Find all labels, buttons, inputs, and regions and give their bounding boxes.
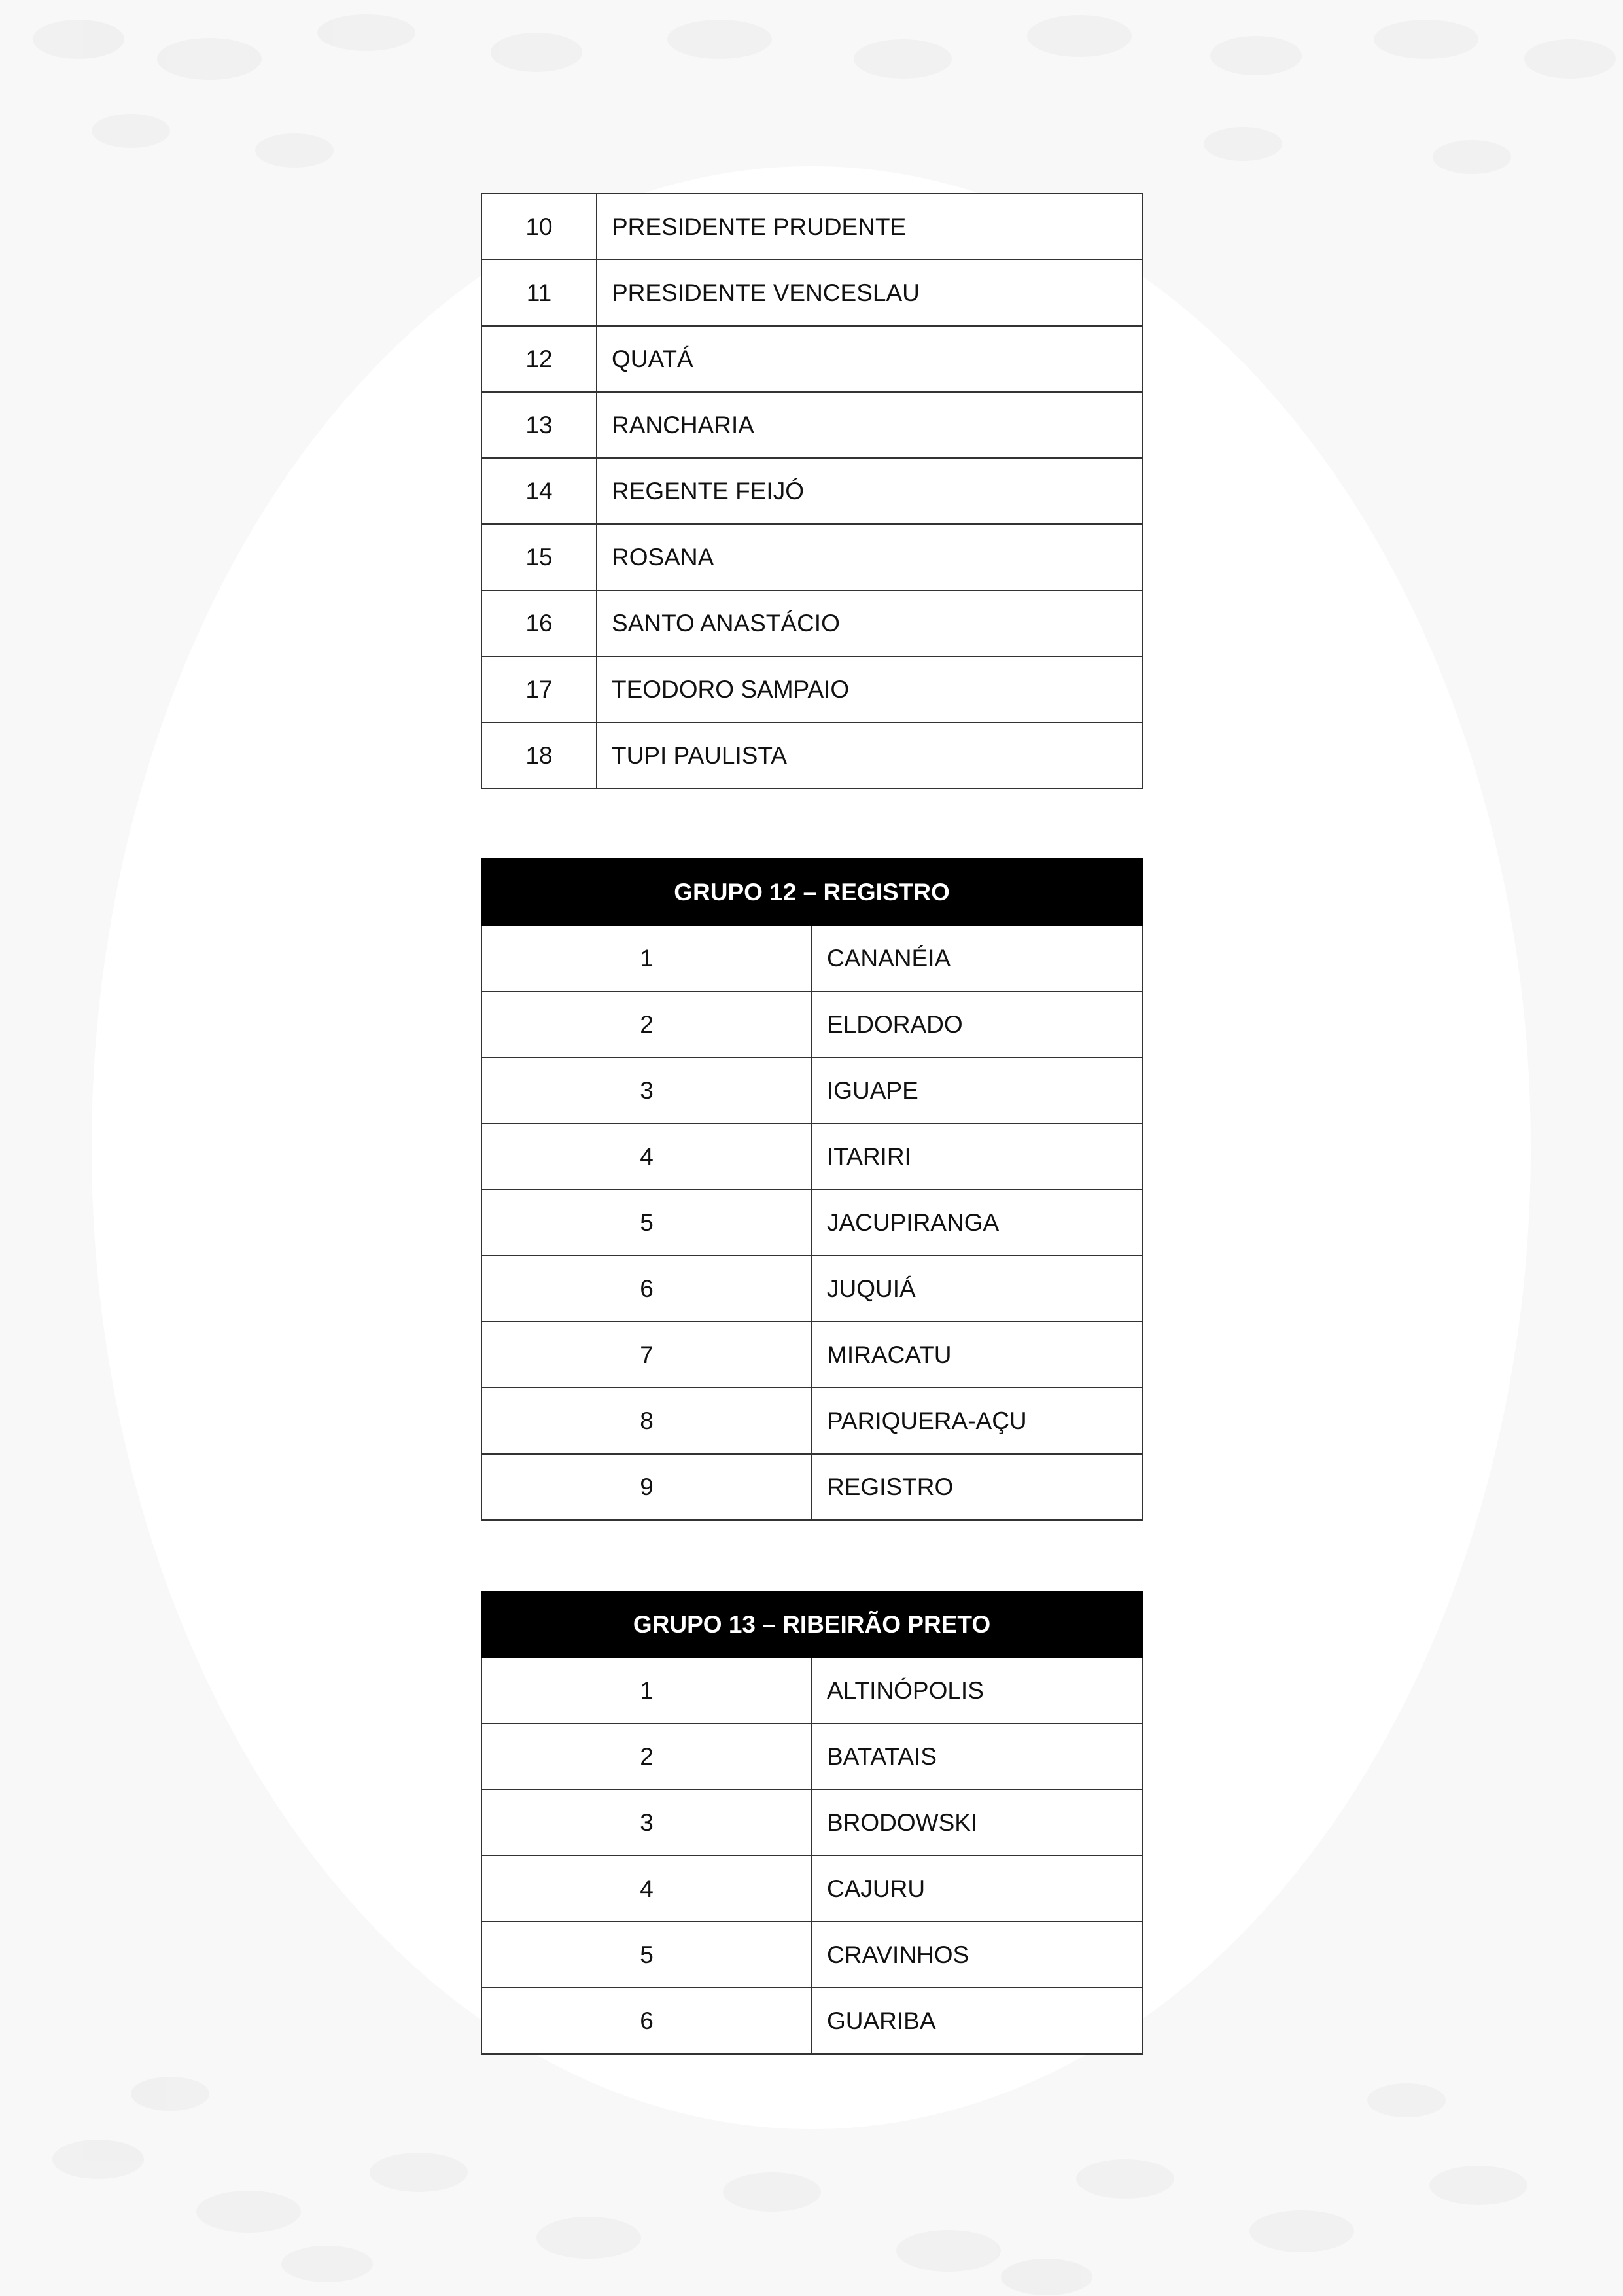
row-number: 14 (481, 458, 597, 524)
municipality-name: REGISTRO (812, 1454, 1142, 1520)
row-number: 5 (481, 1922, 812, 1988)
municipality-name: CRAVINHOS (812, 1922, 1142, 1988)
table-row (481, 1922, 1142, 1988)
municipality-name: MIRACATU (812, 1322, 1142, 1388)
table-row (481, 326, 1142, 392)
table-row (481, 260, 1142, 326)
group-13-table (481, 1591, 1143, 2055)
row-number: 16 (481, 590, 597, 656)
row-number: 18 (481, 722, 597, 788)
row-number: 3 (481, 1057, 812, 1123)
table-row (481, 722, 1142, 788)
municipality-name: PRESIDENTE VENCESLAU (597, 260, 1142, 326)
municipality-table-continued (481, 193, 1143, 789)
table-row (481, 1790, 1142, 1856)
row-number: 3 (481, 1790, 812, 1856)
municipality-name: CANANÉIA (812, 925, 1142, 991)
table-row (481, 590, 1142, 656)
table-row (481, 1256, 1142, 1322)
row-number: 6 (481, 1988, 812, 2054)
municipality-name: JACUPIRANGA (812, 1190, 1142, 1256)
row-number: 2 (481, 991, 812, 1057)
table-row (481, 991, 1142, 1057)
group-title: GRUPO 12 – REGISTRO (481, 859, 1142, 925)
row-number: 13 (481, 392, 597, 458)
municipality-name: CAJURU (812, 1856, 1142, 1922)
row-number: 6 (481, 1256, 812, 1322)
row-number: 2 (481, 1723, 812, 1790)
row-number: 5 (481, 1190, 812, 1256)
municipality-name: TEODORO SAMPAIO (597, 656, 1142, 722)
row-number: 8 (481, 1388, 812, 1454)
table-1 (481, 193, 1143, 789)
group-header-row (481, 859, 1142, 925)
table-2 (481, 858, 1143, 1521)
table-row (481, 1723, 1142, 1790)
group-title: GRUPO 13 – RIBEIRÃO PRETO (481, 1591, 1142, 1657)
municipality-name: ELDORADO (812, 991, 1142, 1057)
row-number: 11 (481, 260, 597, 326)
row-number: 1 (481, 1657, 812, 1723)
municipality-name: SANTO ANASTÁCIO (597, 590, 1142, 656)
municipality-name: IGUAPE (812, 1057, 1142, 1123)
municipality-name: RANCHARIA (597, 392, 1142, 458)
table-row (481, 1454, 1142, 1520)
table-row (481, 1657, 1142, 1723)
municipality-name: ITARIRI (812, 1123, 1142, 1190)
row-number: 15 (481, 524, 597, 590)
municipality-name: GUARIBA (812, 1988, 1142, 2054)
table-row (481, 1123, 1142, 1190)
municipality-name: ALTINÓPOLIS (812, 1657, 1142, 1723)
table-row (481, 1190, 1142, 1256)
table-row (481, 392, 1142, 458)
table-row (481, 194, 1142, 260)
row-number: 10 (481, 194, 597, 260)
row-number: 12 (481, 326, 597, 392)
row-number: 9 (481, 1454, 812, 1520)
row-number: 17 (481, 656, 597, 722)
table-row (481, 1856, 1142, 1922)
municipality-name: JUQUIÁ (812, 1256, 1142, 1322)
municipality-name: BRODOWSKI (812, 1790, 1142, 1856)
table-row (481, 1322, 1142, 1388)
group-header-row (481, 1591, 1142, 1657)
row-number: 1 (481, 925, 812, 991)
table-row (481, 1388, 1142, 1454)
municipality-name: QUATÁ (597, 326, 1142, 392)
municipality-name: REGENTE FEIJÓ (597, 458, 1142, 524)
group-12-table (481, 858, 1143, 1521)
row-number: 7 (481, 1322, 812, 1388)
municipality-name: TUPI PAULISTA (597, 722, 1142, 788)
row-number: 4 (481, 1123, 812, 1190)
table-3 (481, 1591, 1143, 2055)
municipality-name: PARIQUERA-AÇU (812, 1388, 1142, 1454)
table-row (481, 1988, 1142, 2054)
table-row (481, 925, 1142, 991)
municipality-name: PRESIDENTE PRUDENTE (597, 194, 1142, 260)
row-number: 4 (481, 1856, 812, 1922)
table-row (481, 1057, 1142, 1123)
municipality-name: BATATAIS (812, 1723, 1142, 1790)
table-row (481, 458, 1142, 524)
table-row (481, 656, 1142, 722)
municipality-name: ROSANA (597, 524, 1142, 590)
table-row (481, 524, 1142, 590)
